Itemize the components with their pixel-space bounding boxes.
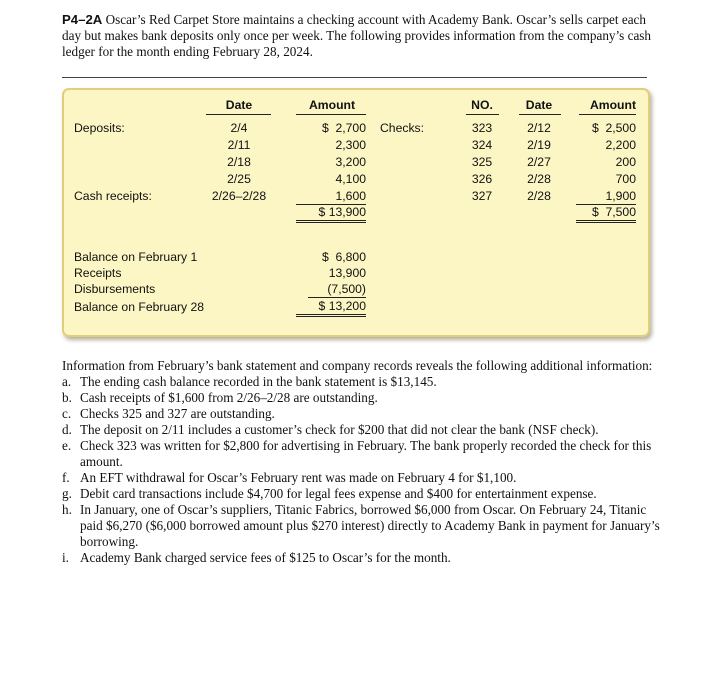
header-rule [466, 114, 499, 115]
header-no: NO. [471, 98, 493, 112]
deposits-total: $ 13,900 [296, 205, 366, 223]
check-amount: 700 [615, 172, 636, 186]
item-text: The ending cash balance recorded in the bank statement is $13,145. [80, 374, 437, 389]
list-item [62, 470, 662, 486]
balance-label: Balance on February 1 [74, 250, 198, 264]
list-item [62, 438, 662, 470]
problem-text: Oscar’s Red Carpet Store maintains a checking account with Academy Bank. Oscar’s sells carpet each day but makes bank deposits only once per week. The following provides information from the company’s cash ledger for the month ending February 28, 2024. [62, 12, 652, 59]
additional-items [62, 374, 662, 566]
item-letter: b. [62, 390, 72, 405]
item-text: An EFT withdrawal for Oscar’s February rent was made on February 4 for $1,100. [80, 470, 517, 485]
header-rule [579, 114, 636, 115]
item-text: Debit card transactions include $4,700 for legal fees expense and $400 for entertainment expense. [80, 486, 597, 501]
list-item [62, 422, 662, 438]
deposit-amount: 3,200 [335, 155, 366, 169]
item-letter: e. [62, 438, 72, 453]
header-check-date: Date [525, 98, 553, 112]
checks-label: Checks: [380, 121, 425, 135]
deposits-label: Deposits: [74, 121, 125, 135]
problem-number: P4–2A [62, 12, 103, 27]
deposit-date: 2/4 [230, 121, 248, 135]
balance-amount: (7,500) [308, 282, 366, 298]
deposit-amount: 4,100 [335, 172, 366, 186]
cash-receipts-date: 2/26–2/28 [211, 189, 267, 203]
balance-amount: $ 13,200 [296, 299, 366, 317]
item-text: In January, one of Oscar’s suppliers, Titanic Fabrics, borrowed $6,000 from Oscar. On February 24, Titanic paid $6,270 ($6,000 borrowed amount plus $270 interest) directly to Academy Bank in payment for January’s borrowing. [80, 502, 660, 549]
header-check-amount: Amount [589, 98, 636, 112]
check-amount: 200 [615, 155, 636, 169]
check-date: 2/27 [527, 155, 551, 169]
item-letter: i. [62, 550, 69, 565]
header-rule [206, 114, 271, 115]
check-amount: $ 2,500 [591, 121, 636, 135]
balance-label: Receipts [74, 266, 122, 280]
item-letter: f. [62, 470, 70, 485]
list-item [62, 502, 662, 550]
check-no: 323 [471, 121, 493, 135]
header-amount: Amount [308, 98, 356, 112]
deposit-amount: 2,300 [335, 138, 366, 152]
check-date: 2/12 [527, 121, 551, 135]
item-letter: c. [62, 406, 72, 421]
check-no: 324 [471, 138, 493, 152]
item-letter: g. [62, 486, 72, 501]
deposit-date: 2/25 [227, 172, 251, 186]
checks-total: $ 7,500 [576, 205, 636, 223]
cash-ledger [62, 88, 650, 337]
check-date: 2/19 [527, 138, 551, 152]
cash-receipts-amount: 1,600 [296, 189, 366, 205]
additional-lead: Information from February’s bank statement and company records reveals the following additional information: [62, 358, 653, 373]
divider [62, 77, 647, 78]
check-no: 325 [471, 155, 493, 169]
deposit-date: 2/11 [227, 138, 251, 152]
deposit-amount: $ 2,700 [321, 121, 366, 135]
item-text: Check 323 was written for $2,800 for advertising in February. The bank properly recorded the check for this amount. [80, 438, 652, 469]
deposit-date: 2/18 [227, 155, 251, 169]
balance-amount: 13,900 [328, 266, 366, 280]
check-amount: 1,900 [576, 189, 636, 205]
header-rule [296, 114, 366, 115]
item-text: Checks 325 and 327 are outstanding. [80, 406, 275, 421]
item-letter: h. [62, 502, 72, 517]
list-item [62, 550, 662, 566]
list-item [62, 486, 662, 502]
check-no: 326 [471, 172, 493, 186]
problem-intro [62, 12, 662, 60]
item-text: Academy Bank charged service fees of $125 to Oscar’s for the month. [80, 550, 451, 565]
item-text: Cash receipts of $1,600 from 2/26–2/28 are outstanding. [80, 390, 378, 405]
balance-label: Disbursements [74, 282, 156, 296]
check-date: 2/28 [527, 172, 551, 186]
cash-receipts-label: Cash receipts: [74, 189, 152, 203]
item-text: The deposit on 2/11 includes a customer’s check for $200 that did not clear the bank (NSF check). [80, 422, 599, 437]
item-letter: d. [62, 422, 72, 437]
additional-information [62, 358, 662, 566]
check-amount: 2,200 [605, 138, 636, 152]
check-no: 327 [471, 189, 493, 203]
list-item [62, 374, 662, 390]
balance-label: Balance on February 28 [74, 300, 205, 314]
list-item [62, 390, 662, 406]
check-date: 2/28 [527, 189, 551, 203]
item-letter: a. [62, 374, 72, 389]
list-item [62, 406, 662, 422]
header-date: Date [225, 98, 253, 112]
balance-amount: $ 6,800 [321, 250, 366, 264]
header-rule [519, 114, 561, 115]
